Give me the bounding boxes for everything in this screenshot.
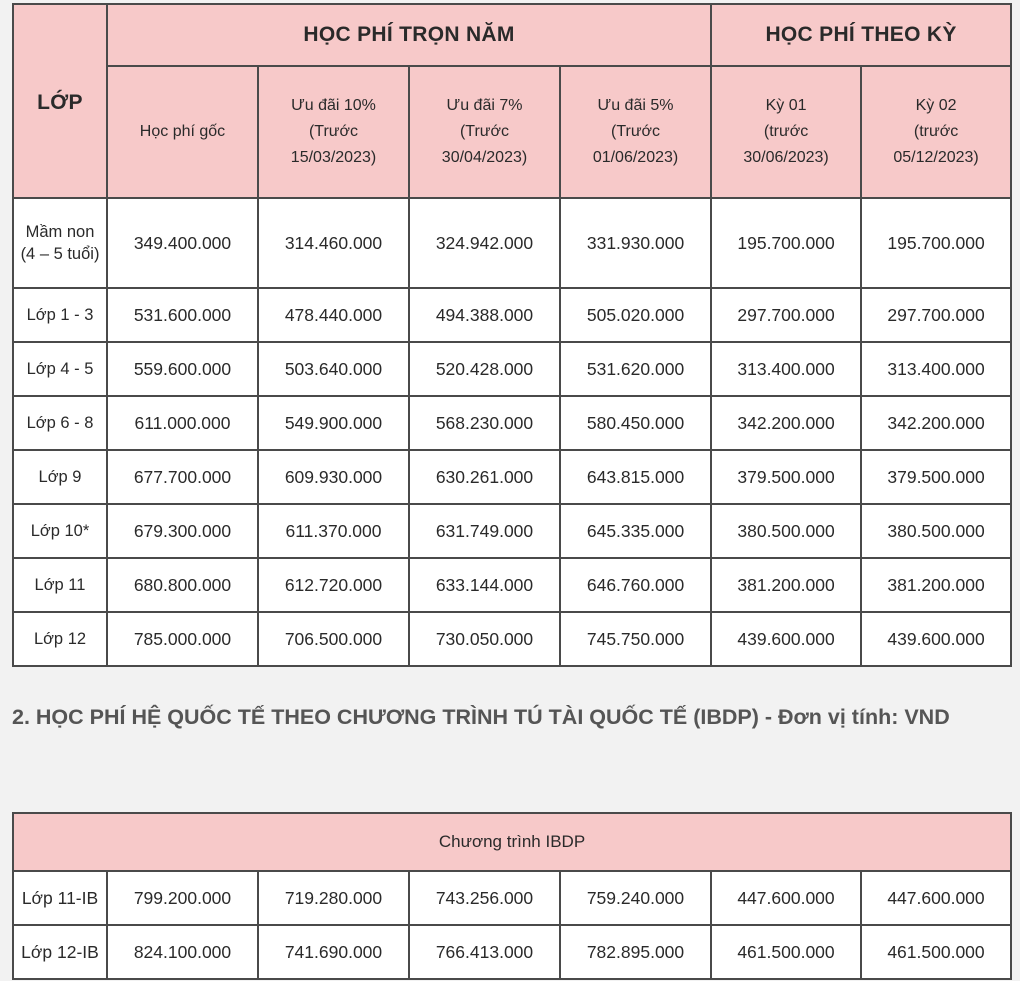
fee-cell: 611.370.000	[258, 504, 409, 558]
table-row	[13, 450, 1011, 504]
section-title: 2. HỌC PHÍ HỆ QUỐC TẾ THEO CHƯƠNG TRÌNH TÚ TÀI QUỐC TẾ (IBDP) - Đơn vị tính: VND	[12, 705, 950, 729]
table-row	[13, 558, 1011, 612]
fee-cell: 439.600.000	[861, 612, 1011, 666]
fee-cell: 195.700.000	[711, 198, 861, 288]
table-row	[13, 198, 1011, 288]
grade-cell: Lớp 12	[13, 612, 107, 666]
fee-cell: 745.750.000	[560, 612, 711, 666]
fee-cell: 380.500.000	[711, 504, 861, 558]
fee-cell: 799.200.000	[107, 871, 258, 925]
fee-cell: 313.400.000	[711, 342, 861, 396]
column-header-discount-10: Ưu đãi 10% (Trước 15/03/2023)	[258, 66, 409, 198]
fee-cell: 381.200.000	[861, 558, 1011, 612]
fee-cell: 313.400.000	[861, 342, 1011, 396]
fee-cell: 646.760.000	[560, 558, 711, 612]
column-header-base-fee: Học phí gốc	[107, 66, 258, 198]
fee-cell: 439.600.000	[711, 612, 861, 666]
fee-cell: 824.100.000	[107, 925, 258, 979]
fee-cell: 324.942.000	[409, 198, 560, 288]
fee-cell: 741.690.000	[258, 925, 409, 979]
fee-cell: 195.700.000	[861, 198, 1011, 288]
table-row	[13, 396, 1011, 450]
fee-cell: 609.930.000	[258, 450, 409, 504]
table-row	[13, 925, 1011, 979]
fee-cell: 381.200.000	[711, 558, 861, 612]
fee-cell: 759.240.000	[560, 871, 711, 925]
fee-cell: 531.600.000	[107, 288, 258, 342]
tuition-table	[12, 3, 1012, 667]
fee-cell: 743.256.000	[409, 871, 560, 925]
fee-cell: 706.500.000	[258, 612, 409, 666]
fee-cell: 730.050.000	[409, 612, 560, 666]
fee-cell: 679.300.000	[107, 504, 258, 558]
fee-cell: 631.749.000	[409, 504, 560, 558]
fee-cell: 645.335.000	[560, 504, 711, 558]
fee-cell: 643.815.000	[560, 450, 711, 504]
grade-cell: Lớp 1 - 3	[13, 288, 107, 342]
fee-cell: 380.500.000	[861, 504, 1011, 558]
fee-cell: 478.440.000	[258, 288, 409, 342]
group-header-term-fee: HỌC PHÍ THEO KỲ	[711, 4, 1011, 66]
column-header-term-1: Kỳ 01 (trước 30/06/2023)	[711, 66, 861, 198]
grade-cell: Lớp 12-IB	[13, 925, 107, 979]
fee-cell: 314.460.000	[258, 198, 409, 288]
table-row	[13, 504, 1011, 558]
ibdp-program-header: Chương trình IBDP	[13, 813, 1011, 871]
table-row	[13, 342, 1011, 396]
fee-cell: 494.388.000	[409, 288, 560, 342]
group-header-annual-fee: HỌC PHÍ TRỌN NĂM	[107, 4, 711, 66]
grade-cell: Lớp 9	[13, 450, 107, 504]
fee-cell: 680.800.000	[107, 558, 258, 612]
fee-cell: 633.144.000	[409, 558, 560, 612]
table-row	[13, 871, 1011, 925]
grade-cell: Lớp 11-IB	[13, 871, 107, 925]
column-header-term-2: Kỳ 02 (trước 05/12/2023)	[861, 66, 1011, 198]
grade-cell: Lớp 10*	[13, 504, 107, 558]
grade-cell: Mầm non (4 – 5 tuổi)	[13, 198, 107, 288]
fee-cell: 447.600.000	[711, 871, 861, 925]
column-header-discount-5: Ưu đãi 5% (Trước 01/06/2023)	[560, 66, 711, 198]
column-header-grade: LỚP	[13, 4, 107, 198]
fee-cell: 379.500.000	[711, 450, 861, 504]
fee-cell: 447.600.000	[861, 871, 1011, 925]
fee-cell: 785.000.000	[107, 612, 258, 666]
fee-cell: 549.900.000	[258, 396, 409, 450]
grade-cell: Lớp 11	[13, 558, 107, 612]
fee-cell: 342.200.000	[711, 396, 861, 450]
grade-cell: Lớp 6 - 8	[13, 396, 107, 450]
fee-cell: 580.450.000	[560, 396, 711, 450]
fee-cell: 461.500.000	[861, 925, 1011, 979]
fee-cell: 342.200.000	[861, 396, 1011, 450]
table-row	[13, 612, 1011, 666]
fee-cell: 297.700.000	[861, 288, 1011, 342]
fee-cell: 612.720.000	[258, 558, 409, 612]
fee-cell: 559.600.000	[107, 342, 258, 396]
fee-cell: 630.261.000	[409, 450, 560, 504]
fee-cell: 379.500.000	[861, 450, 1011, 504]
fee-cell: 503.640.000	[258, 342, 409, 396]
fee-cell: 331.930.000	[560, 198, 711, 288]
fee-cell: 531.620.000	[560, 342, 711, 396]
fee-cell: 782.895.000	[560, 925, 711, 979]
fee-cell: 520.428.000	[409, 342, 560, 396]
fee-cell: 349.400.000	[107, 198, 258, 288]
fee-cell: 677.700.000	[107, 450, 258, 504]
fee-cell: 568.230.000	[409, 396, 560, 450]
ibdp-tuition-table	[12, 812, 1012, 980]
fee-cell: 611.000.000	[107, 396, 258, 450]
fee-cell: 461.500.000	[711, 925, 861, 979]
fee-cell: 719.280.000	[258, 871, 409, 925]
fee-cell: 505.020.000	[560, 288, 711, 342]
column-header-discount-7: Ưu đãi 7% (Trước 30/04/2023)	[409, 66, 560, 198]
grade-cell: Lớp 4 - 5	[13, 342, 107, 396]
fee-cell: 297.700.000	[711, 288, 861, 342]
table-row	[13, 288, 1011, 342]
fee-cell: 766.413.000	[409, 925, 560, 979]
